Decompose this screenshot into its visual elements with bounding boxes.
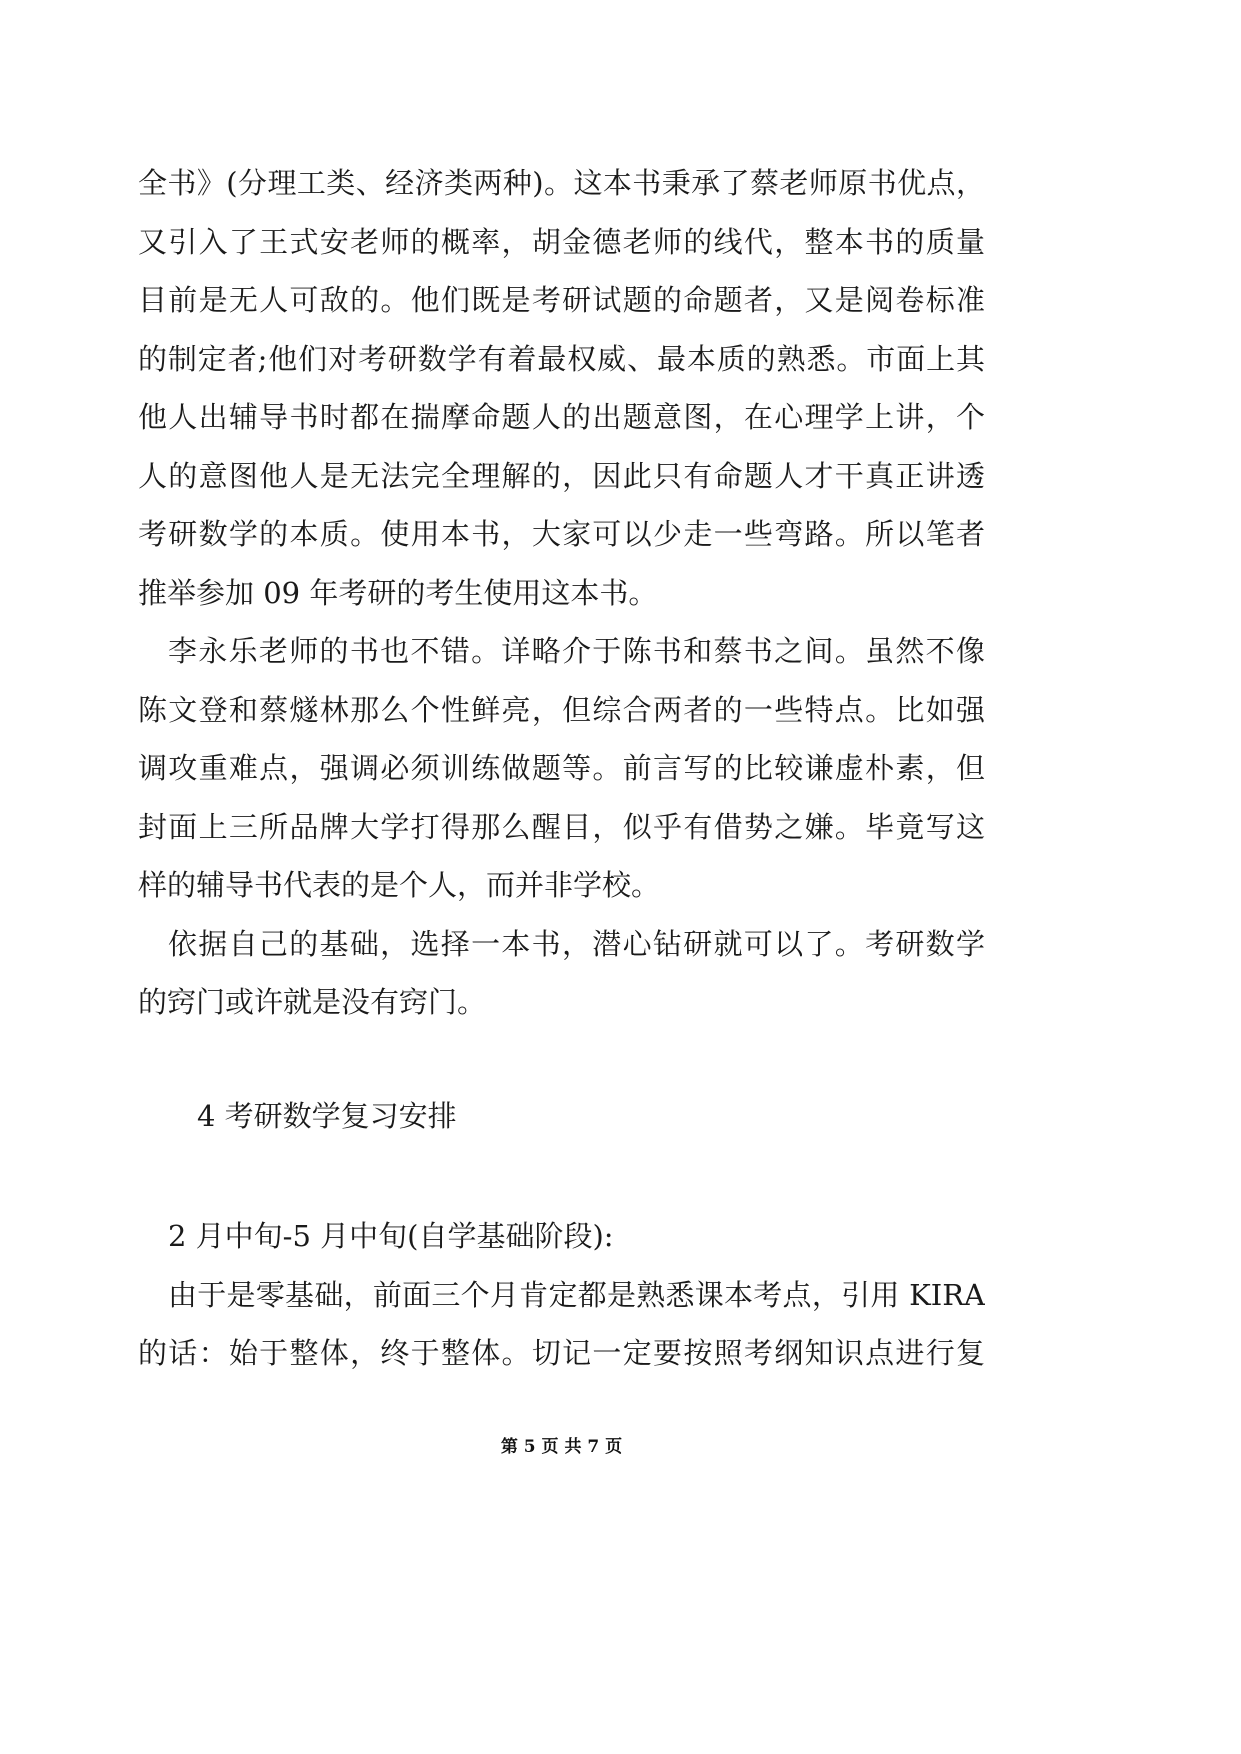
text-line: 的窍门或许就是没有窍门。 — [138, 985, 487, 1019]
body-text — [138, 154, 985, 1032]
text-line: 的制定者;他们对考研数学有着最权威、最本质的熟悉。市面上其 — [138, 341, 985, 376]
text-line: 目前是无人可敌的。他们既是考研试题的命题者，又是阅卷标准 — [138, 283, 985, 317]
text-line: 又引入了王式安老师的概率，胡金德老师的线代，整本书的质量 — [138, 224, 985, 259]
text-line: 陈文登和蔡燧林那么个性鲜亮，但综合两者的一些特点。比如强 — [138, 692, 985, 727]
text-line: 他人出辅导书时都在揣摩命题人的出题意图，在心理学上讲，个 — [138, 400, 985, 434]
page-number-label: 第 5 页 共 7 页 — [500, 1437, 623, 1457]
section-heading: 4 考研数学复习安排 — [197, 1099, 457, 1133]
section-body-text — [138, 1207, 985, 1383]
text-line: 调攻重难点，强调必须训练做题等。前言写的比较谦虚朴素，但 — [138, 751, 985, 785]
text-line: 考研数学的本质。使用本书，大家可以少走一些弯路。所以笔者 — [138, 517, 985, 551]
text-line: 的话：始于整体，终于整体。切记一定要按照考纲知识点进行复 — [138, 1336, 985, 1370]
paragraph — [138, 915, 985, 1032]
paragraph — [138, 1266, 985, 1383]
section-heading-block — [138, 1087, 985, 1146]
paragraph — [138, 622, 985, 915]
paragraph — [138, 154, 985, 622]
text-line: 样的辅导书代表的是个人，而并非学校。 — [138, 868, 661, 902]
text-line: 依据自己的基础，选择一本书，潜心钻研就可以了。考研数学 — [168, 926, 985, 961]
text-line: 全书》(分理工类、经济类两种)。这本书秉承了蔡老师原书优点， — [138, 166, 985, 200]
text-line: 由于是零基础，前面三个月肯定都是熟悉课本考点，引用 KIRA — [168, 1277, 985, 1312]
text-line: 李永乐老师的书也不错。详略介于陈书和蔡书之间。虽然不像 — [168, 634, 985, 668]
text-line: 封面上三所品牌大学打得那么醒目，似乎有借势之嫌。毕竟写这 — [138, 809, 985, 844]
text-line: 2 月中旬-5 月中旬(自学基础阶段): — [168, 1219, 614, 1253]
page-footer — [138, 1435, 985, 1459]
text-line: 人的意图他人是无法完全理解的，因此只有命题人才干真正讲透 — [138, 458, 985, 493]
text-line: 推举参加 09 年考研的考生使用这本书。 — [138, 575, 658, 610]
paragraph — [138, 1207, 985, 1266]
